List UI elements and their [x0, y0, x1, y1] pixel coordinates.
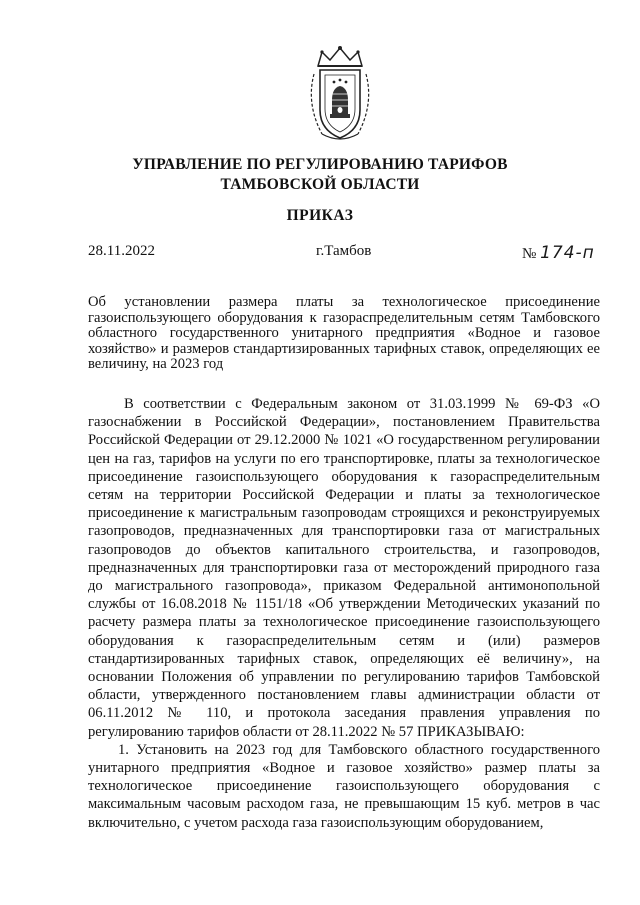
document-number [522, 243, 595, 263]
preamble-paragraph: В соответствии с Федеральным законом от 31.03.1999 № 69-ФЗ «О газоснабжении в Российской Федерации», постановлением Правительства Российской Федерации от 29.12.2000 № 1021 «О государственном регулировании цен на газ, тарифов на услуги по его транспортировке, платы за технологическое присоединение газоиспользующего оборудования к газораспределительным сетям на территории Российской Федерации и платы за технологическое присоединение к магистральным газопроводам строящихся и реконструируемых газопроводов, предназначенных для транспортировки газа от магистральных газопроводов до объектов капитального строительства, и газопроводов, предназначенных для транспортировки газа от месторождений природного газа до магистрального газопровода», приказом Федеральной антимонопольной службы от 16.08.2018 № 1151/18 «Об утверждении Методических указаний по расчету размера платы за технологическое присоединение газоиспользующего оборудования к газораспределительным сетям и (или) размеров стандартизированных тарифных ставок, определяющих её величину», на основании Положения об управлении по регулированию тарифов Тамбовской области, утвержденного постановлением главы администрации области от 06.11.2012 № 110, и протокола заседания правления управления по регулированию тарифов области от 28.11.2022 № 57 ПРИКАЗЫВАЮ: [88, 396, 600, 740]
order-item-1: 1. Установить на 2023 год для Тамбовского областного государственного унитарного предприятия «Водное и газовое хозяйство» размер платы за технологическое присоединение газоиспользующего оборудования с максимальным часовым расходом газа, не превышающим 15 куб. метров в час включительно, с учетом расхода газа газоиспользующим оборудованием, [88, 741, 600, 831]
organization-name-line1: УПРАВЛЕНИЕ ПО РЕГУЛИРОВАНИЮ ТАРИФОВ [132, 156, 508, 173]
document-subject: Об установлении размера платы за технологическое присоединение газоиспользующего оборудования к газораспределительным сетям Тамбовского областного государственного унитарного предприятия «Водное и газовое хозяйство» и размеров стандартизированных тарифных ставок, определяющих ее величину, на 2023 год [88, 294, 600, 372]
document-body [88, 395, 600, 832]
number-sign: № [522, 246, 537, 262]
coat-of-arms-tambov-icon [300, 44, 380, 144]
document-city: г.Тамбов [316, 243, 372, 259]
organization-name [0, 155, 640, 195]
organization-name-line2: ТАМБОВСКОЙ ОБЛАСТИ [220, 176, 420, 193]
document-date: 28.11.2022 [88, 243, 155, 259]
handwritten-number: 174-п [540, 243, 595, 263]
document-type: ПРИКАЗ [286, 207, 354, 224]
